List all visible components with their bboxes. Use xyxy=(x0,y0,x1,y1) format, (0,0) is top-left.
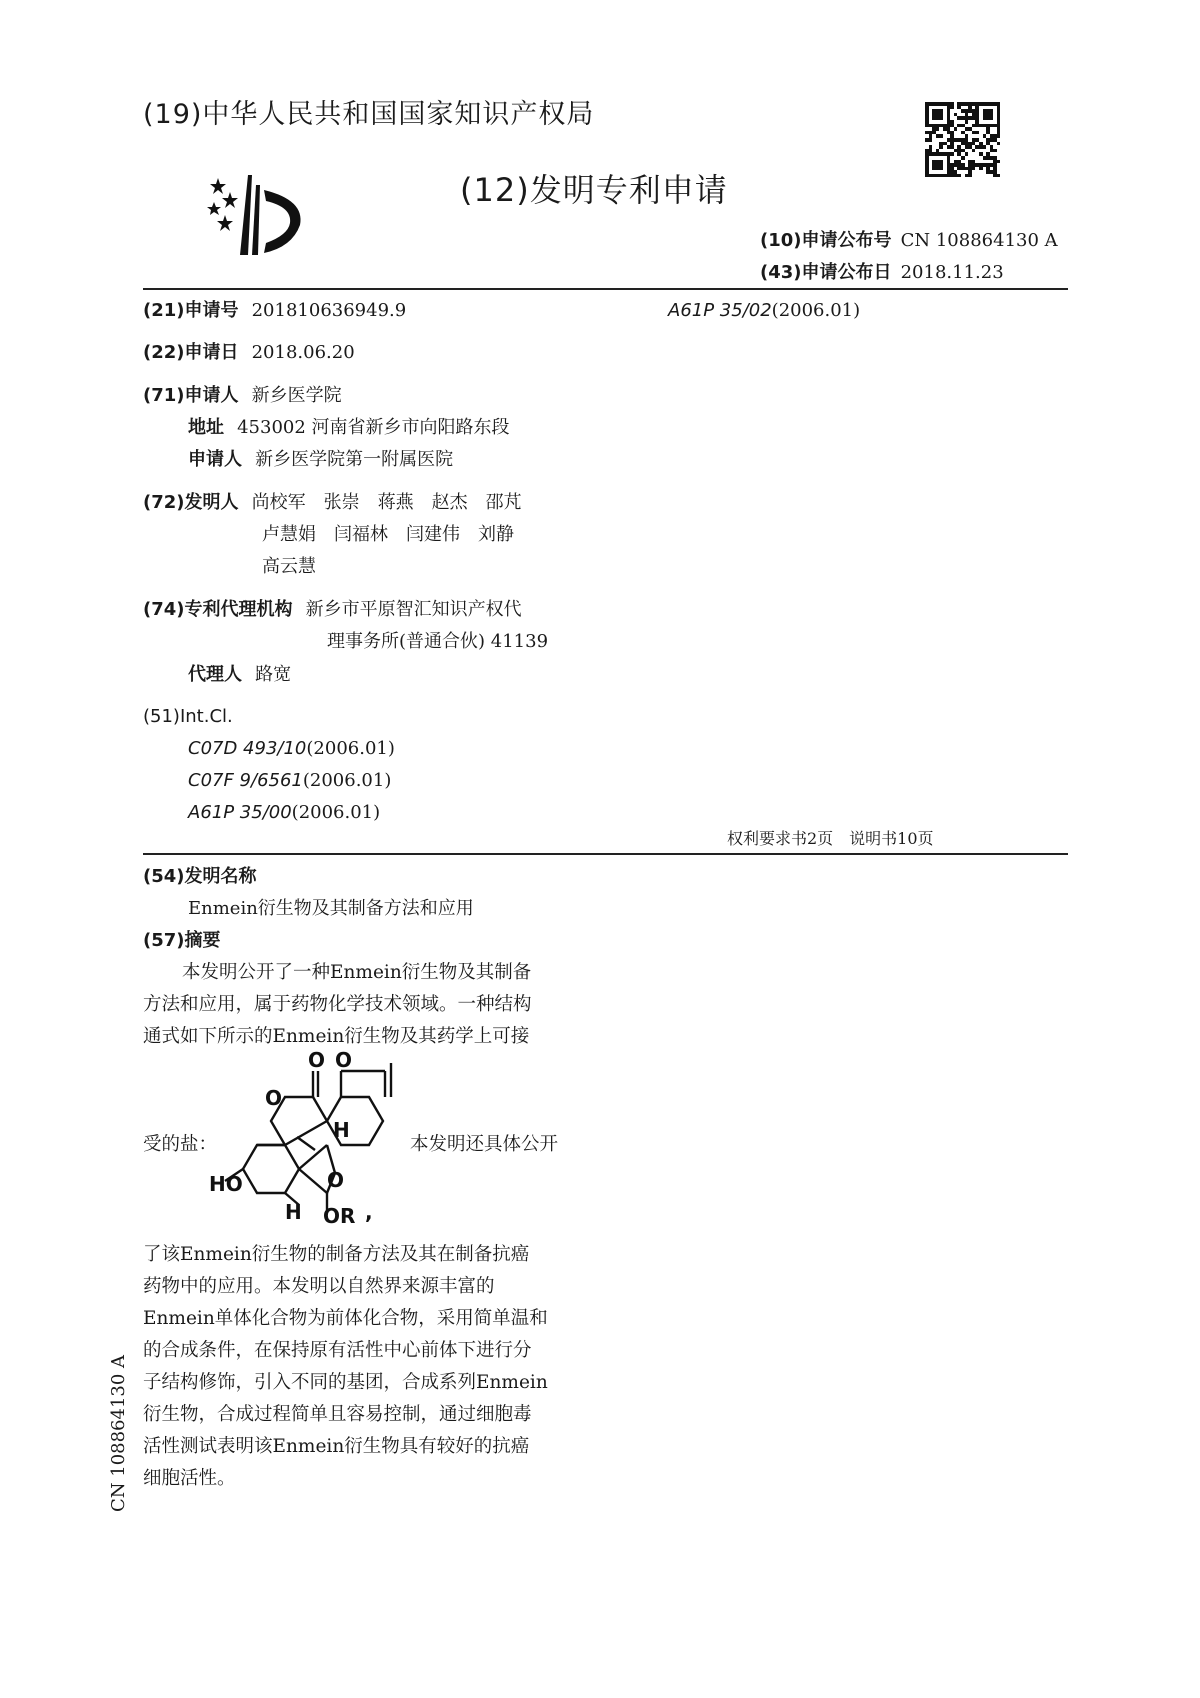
address-label: 地址 xyxy=(188,417,224,438)
document-type: (12)发明专利申请 xyxy=(460,171,728,209)
agent xyxy=(188,664,291,686)
patent-agency-label: (74)专利代理机构 xyxy=(143,599,293,620)
inventors-line-2: 卢慧娟 闫福林 闫建伟 刘静 xyxy=(262,524,514,545)
application-date-label: (22)申请日 xyxy=(143,342,239,363)
patent-agency-line-1: 新乡市平原智汇知识产权代 xyxy=(305,599,522,620)
atom-label-o: O xyxy=(308,1048,326,1072)
abstract-inline-right: 本发明还具体公开 xyxy=(410,1134,559,1155)
ipc-right-code: A61P 35/02 xyxy=(668,300,772,321)
qr-code xyxy=(925,102,1000,177)
abstract-line: 衍生物，合成过程简单且容易控制，通过细胞毒 xyxy=(143,1404,532,1425)
star-icon xyxy=(210,178,226,194)
abstract-line: 细胞活性。 xyxy=(143,1468,236,1489)
office-name: (19)中华人民共和国国家知识产权局 xyxy=(143,99,595,130)
application-number-value: 201810636949.9 xyxy=(251,300,407,321)
ipc-code xyxy=(188,770,391,792)
applicant-2-label: 申请人 xyxy=(188,449,242,470)
applicant xyxy=(143,385,342,407)
top-rule xyxy=(143,288,1068,290)
middle-rule xyxy=(143,853,1068,855)
agent-value: 路宽 xyxy=(255,664,292,685)
address xyxy=(188,417,510,439)
int-cl-label: (51)Int.Cl. xyxy=(143,706,233,727)
ipc-code-value: A61P 35/00 xyxy=(188,802,292,823)
structure-comma: , xyxy=(365,1200,373,1224)
abstract-line: 的合成条件，在保持原有活性中心前体下进行分 xyxy=(143,1340,532,1361)
publication-number-value: CN 108864130 A xyxy=(900,230,1058,251)
publication-date-value: 2018.11.23 xyxy=(900,262,1004,283)
ipc-code-value: C07F 9/6561 xyxy=(188,770,303,791)
ipc-code-year: (2006.01) xyxy=(306,738,395,759)
application-date-value: 2018.06.20 xyxy=(251,342,355,363)
abstract-label: (57)摘要 xyxy=(143,930,221,951)
abstract-line: 子结构修饰，引入不同的基团，合成系列Enmein xyxy=(143,1372,548,1393)
application-date xyxy=(143,342,355,364)
patent-agency-line-2: 理事务所(普通合伙) 41139 xyxy=(327,631,549,652)
inventors-line-3: 高云慧 xyxy=(262,556,316,577)
ipc-code-value: C07D 493/10 xyxy=(188,738,307,759)
agent-label: 代理人 xyxy=(188,664,242,685)
chemical-structure xyxy=(209,1048,415,1228)
star-icon xyxy=(207,202,221,215)
invention-title: Enmein衍生物及其制备方法和应用 xyxy=(188,898,474,919)
side-publication-number: CN 108864130 A xyxy=(108,1354,129,1512)
abstract-line: Enmein单体化合物为前体化合物，采用简单温和 xyxy=(143,1308,548,1329)
abstract-line: 了该Enmein衍生物的制备方法及其在制备抗癌 xyxy=(143,1244,530,1265)
ipc-code xyxy=(188,738,395,760)
atom-label-h: H xyxy=(333,1118,350,1142)
applicant-2 xyxy=(188,449,453,471)
star-icon xyxy=(217,215,233,231)
inventors-line-1: 尚校军 张崇 蒋燕 赵杰 邵芃 xyxy=(251,492,522,513)
abstract-line: 方法和应用，属于药物化学技术领域。一种结构 xyxy=(143,994,532,1015)
abstract-line: 本发明公开了一种Enmein衍生物及其制备 xyxy=(182,962,532,983)
atom-label-or: OR xyxy=(323,1204,356,1228)
application-number xyxy=(143,300,406,322)
abstract-line: 通式如下所示的Enmein衍生物及其药学上可接 xyxy=(143,1026,530,1047)
application-number-label: (21)申请号 xyxy=(143,300,239,321)
abstract-inline-left: 受的盐： xyxy=(143,1134,218,1155)
cnipa-logo xyxy=(200,165,320,265)
atom-label-ho: HO xyxy=(209,1172,243,1196)
applicant-2-value: 新乡医学院第一附属医院 xyxy=(255,449,454,470)
ipc-code xyxy=(188,802,380,824)
ipc-code-year: (2006.01) xyxy=(302,770,392,791)
invention-title-label: (54)发明名称 xyxy=(143,866,257,887)
ipc-right xyxy=(668,300,860,322)
abstract-line: 药物中的应用。本发明以自然界来源丰富的 xyxy=(143,1276,495,1297)
atom-label-h: H xyxy=(285,1200,302,1224)
applicant-label: (71)申请人 xyxy=(143,385,239,406)
inventors-label: (72)发明人 xyxy=(143,492,239,513)
address-value: 453002 河南省新乡市向阳路东段 xyxy=(237,417,510,438)
page-count: 权利要求书2页 说明书10页 xyxy=(727,829,934,848)
abstract-line: 活性测试表明该Enmein衍生物具有较好的抗癌 xyxy=(143,1436,530,1457)
atom-label-o: O xyxy=(327,1168,345,1192)
publication-date-label: (43)申请公布日 xyxy=(760,262,892,283)
publication-number xyxy=(760,230,1058,252)
star-icon xyxy=(222,192,238,208)
ipc-code-year: (2006.01) xyxy=(291,802,381,823)
patent-agency xyxy=(143,599,522,621)
atom-label-o: O xyxy=(265,1086,283,1110)
publication-date xyxy=(760,262,1004,284)
publication-number-label: (10)申请公布号 xyxy=(760,230,892,251)
applicant-value: 新乡医学院 xyxy=(251,385,342,406)
inventors xyxy=(143,492,522,514)
atom-label-o: O xyxy=(335,1048,353,1072)
ipc-right-year: (2006.01) xyxy=(771,300,861,321)
